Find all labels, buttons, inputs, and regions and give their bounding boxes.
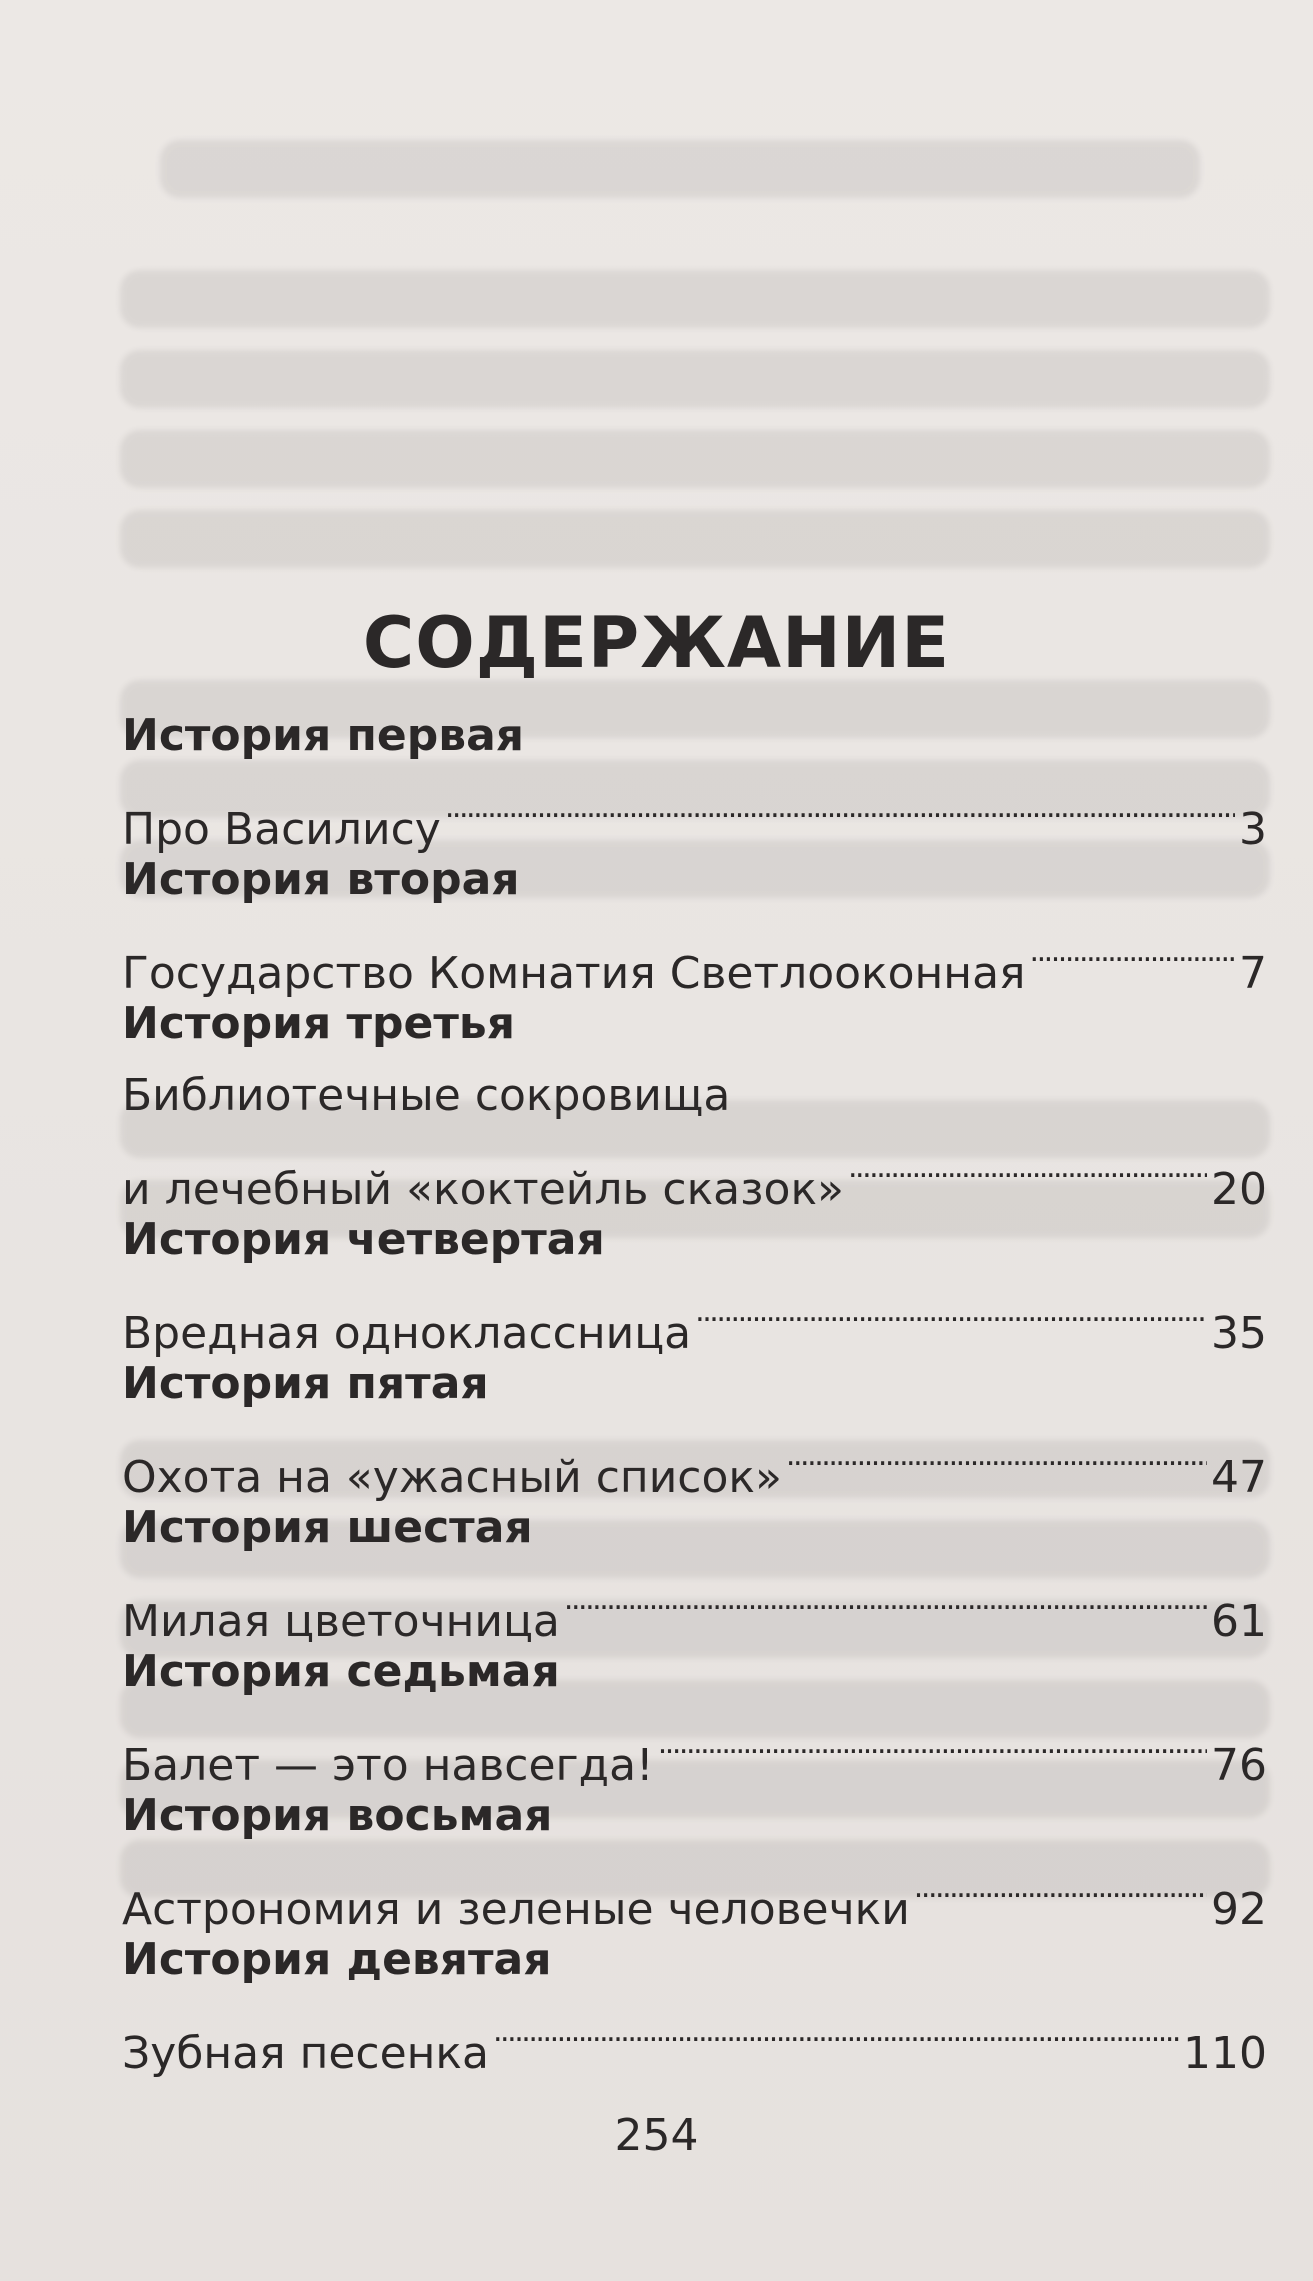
page-ref: 7: [1239, 948, 1267, 999]
toc-line[interactable]: [122, 1276, 1267, 1359]
table-of-contents: [122, 700, 1267, 2079]
page-ref: 110: [1183, 2028, 1267, 2079]
story-title: Зубная песенка: [122, 2028, 489, 2079]
story-heading: История девятая: [122, 1934, 552, 1985]
dot-leader: [848, 1132, 1207, 1204]
dot-leader: [786, 1420, 1207, 1492]
toc-line[interactable]: [122, 772, 1267, 855]
toc-line[interactable]: [122, 1852, 1267, 1935]
page-ref: 20: [1211, 1164, 1267, 1215]
page-ref: 35: [1211, 1308, 1267, 1359]
story-heading: История вторая: [122, 854, 520, 905]
story-title: Государство Комнатия Светлооконная: [122, 948, 1026, 999]
story-heading: История четвертая: [122, 1214, 605, 1265]
toc-title: СОДЕРЖАНИЕ: [362, 601, 951, 684]
page-ref: 61: [1211, 1596, 1267, 1647]
page-ref: 92: [1211, 1884, 1267, 1935]
toc-entry-2: [122, 844, 1267, 999]
dot-leader: [564, 1564, 1207, 1636]
story-heading: История первая: [122, 710, 525, 761]
toc-line[interactable]: [122, 1132, 1267, 1215]
toc-line[interactable]: [122, 1564, 1267, 1647]
toc-entry-3: [122, 988, 1267, 1215]
page-ref: 47: [1211, 1452, 1267, 1503]
page-number: 254: [614, 2110, 699, 2161]
toc-entry-8: [122, 1780, 1267, 1935]
story-heading: История шестая: [122, 1502, 533, 1553]
page-ref: 76: [1211, 1740, 1267, 1791]
dot-leader: [658, 1708, 1207, 1780]
dot-leader: [493, 1996, 1179, 2068]
story-title: Астрономия и зеленые человечки: [122, 1884, 910, 1935]
story-title: Милая цветочница: [122, 1596, 560, 1647]
page-ref: 3: [1239, 804, 1267, 855]
story-title: Охота на «ужасный список»: [122, 1452, 782, 1503]
dot-leader: [1030, 916, 1235, 988]
dot-leader: [695, 1276, 1207, 1348]
story-heading: История седьмая: [122, 1646, 560, 1697]
toc-line[interactable]: [122, 1708, 1267, 1791]
dot-leader: [914, 1852, 1207, 1924]
dot-leader: [445, 772, 1235, 844]
story-title-first-line: Библиотечные сокровища: [122, 1070, 731, 1121]
story-title: Балет — это навсегда!: [122, 1740, 654, 1791]
story-title: Вредная одноклассница: [122, 1308, 692, 1359]
story-title: Про Василису: [122, 804, 441, 855]
story-heading: История восьмая: [122, 1790, 553, 1841]
story-title: и лечебный «коктейль сказок»: [122, 1164, 844, 1215]
toc-line[interactable]: [122, 916, 1267, 999]
toc-entry-7: [122, 1636, 1267, 1791]
story-heading: История пятая: [122, 1358, 489, 1409]
toc-entry-5: [122, 1348, 1267, 1503]
story-heading: История третья: [122, 998, 515, 1049]
toc-line[interactable]: [122, 1420, 1267, 1503]
toc-entry-1: [122, 700, 1267, 855]
toc-line[interactable]: [122, 1996, 1267, 2079]
